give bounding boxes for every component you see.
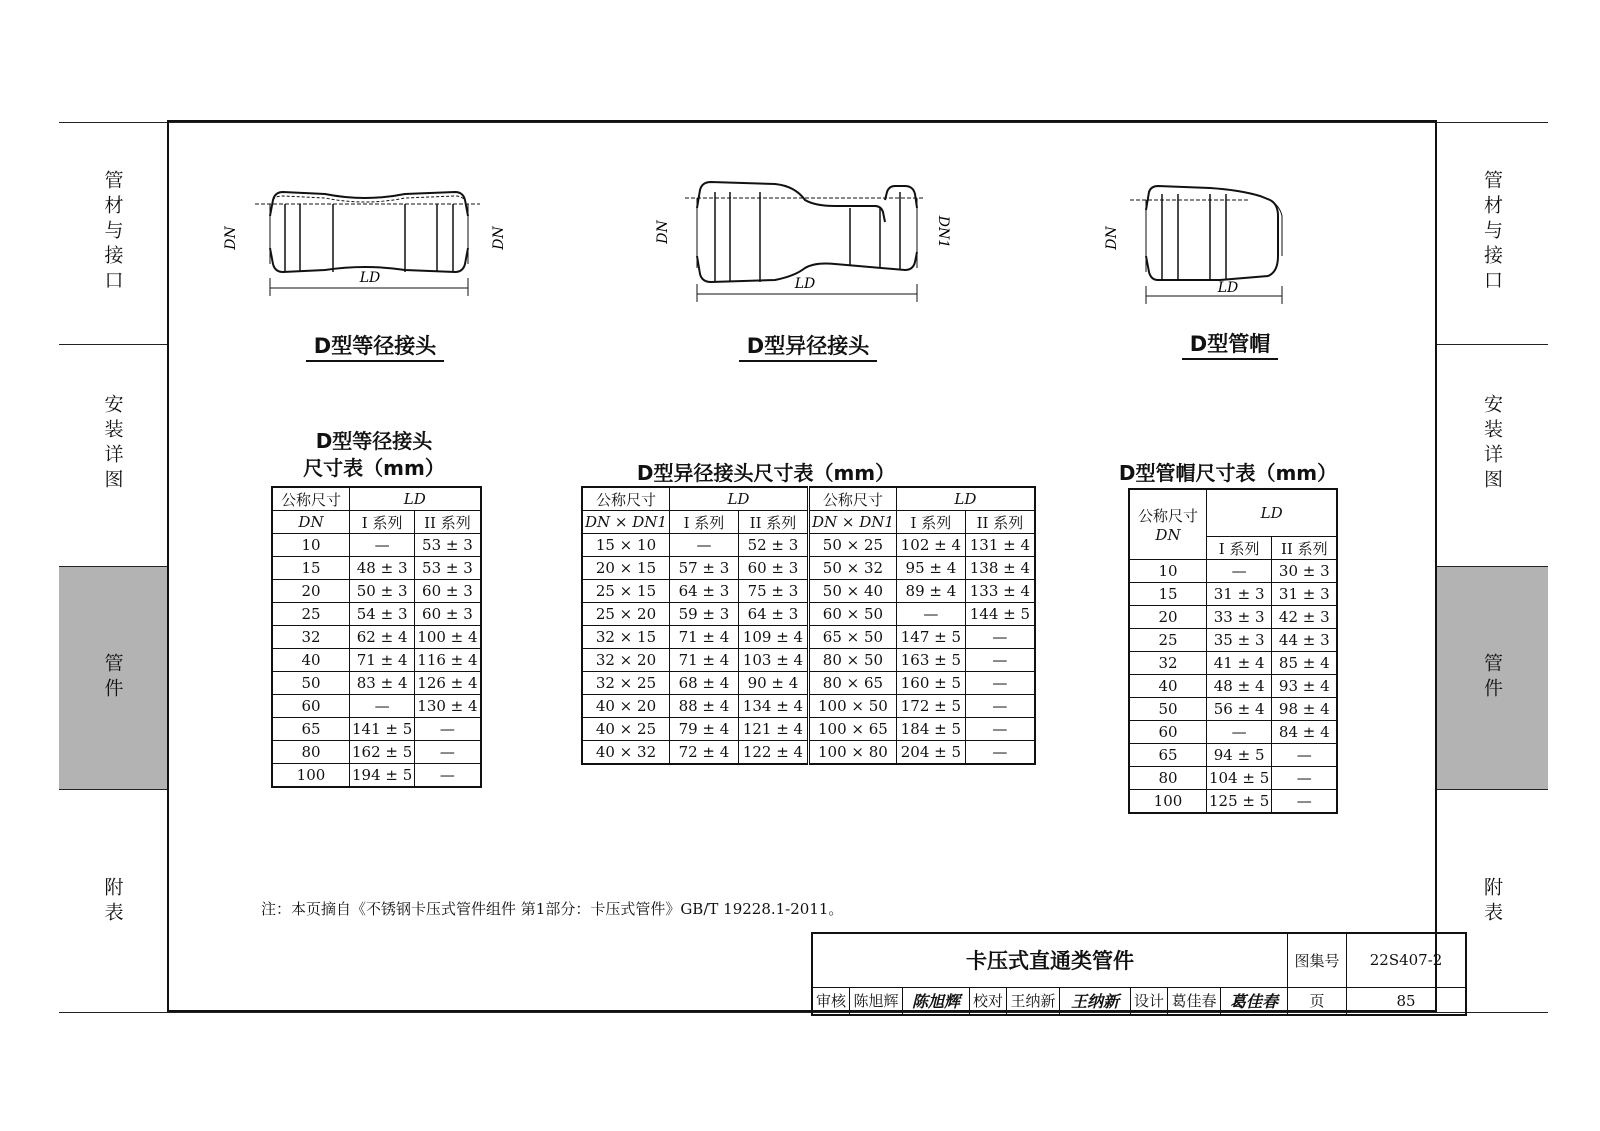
table-cell: 25 × 15	[582, 580, 669, 603]
table-row	[272, 580, 481, 603]
table-cell: 100 × 65	[808, 718, 896, 741]
table-cell: 25 × 20	[582, 603, 669, 626]
hdr-dn-dn1: DN × DN1	[808, 511, 896, 534]
table-row	[582, 672, 1035, 695]
table-cell: 79 ± 4	[669, 718, 738, 741]
table-cell: 40 × 25	[582, 718, 669, 741]
tab-installation-details[interactable]: 安装详图	[101, 394, 124, 494]
table-row	[582, 603, 1035, 626]
hdr-ld: LD	[350, 487, 481, 511]
table-cell: 15 × 10	[582, 534, 669, 557]
hdr-series2: II 系列	[965, 511, 1035, 534]
table-cell: 20	[1129, 606, 1207, 629]
table-cell: 15	[1129, 583, 1207, 606]
table-cell: —	[965, 718, 1035, 741]
table-cell: —	[1207, 560, 1272, 583]
table-row	[272, 695, 481, 718]
table-cell: 100	[272, 764, 350, 788]
table-cell: 60	[272, 695, 350, 718]
table-cell: 40 × 20	[582, 695, 669, 718]
table-cell: 125 ± 5	[1207, 790, 1272, 814]
hdr-ld: LD	[1207, 489, 1338, 537]
table-cell: 35 ± 3	[1207, 629, 1272, 652]
hdr-nominal: 公称尺寸	[272, 487, 350, 511]
table-cell: 64 ± 3	[738, 603, 808, 626]
table-cell: 131 ± 4	[965, 534, 1035, 557]
reducing-coupling-title: D型异径接头	[718, 330, 898, 360]
table-cell: —	[669, 534, 738, 557]
table-row	[1129, 698, 1337, 721]
table-cell: 130 ± 4	[415, 695, 481, 718]
title-block	[811, 932, 1467, 1016]
table-row	[272, 718, 481, 741]
table-cell: 80 × 65	[808, 672, 896, 695]
hdr-dn-dn1: DN × DN1	[582, 511, 669, 534]
table-cell: 80	[272, 741, 350, 764]
table-cell: 64 ± 3	[669, 580, 738, 603]
table-cell: 32 × 15	[582, 626, 669, 649]
reviewer-name: 陈旭辉	[850, 987, 903, 1015]
table-cell: 53 ± 3	[415, 557, 481, 580]
hdr-ld: LD	[669, 487, 808, 511]
table-cell: 147 ± 5	[896, 626, 965, 649]
table-cell: 126 ± 4	[415, 672, 481, 695]
table-cell: 57 ± 3	[669, 557, 738, 580]
tab-fittings[interactable]: 管件	[1437, 567, 1548, 789]
equal-coupling-size-table	[271, 486, 482, 788]
table-cell: 104 ± 5	[1207, 767, 1272, 790]
dn1-label: DN1	[935, 215, 951, 249]
table-cell: 84 ± 4	[1272, 721, 1338, 744]
table-cell: 100 × 80	[808, 741, 896, 765]
table-row	[272, 603, 481, 626]
table-row	[582, 695, 1035, 718]
table-cell: 116 ± 4	[415, 649, 481, 672]
table-cell: 31 ± 3	[1272, 583, 1338, 606]
hdr-nominal: 公称尺寸	[582, 487, 669, 511]
table3-title: D型管帽尺寸表（mm）	[1118, 461, 1338, 485]
table-cell: 71 ± 4	[350, 649, 415, 672]
table-cell: 134 ± 4	[738, 695, 808, 718]
source-note: 注：本页摘自《不锈钢卡压式管件组件 第1部分：卡压式管件》GB/T 19228.1-2011。	[261, 900, 844, 918]
table-row	[272, 764, 481, 788]
table-cell: 133 ± 4	[965, 580, 1035, 603]
table-row	[1129, 790, 1337, 814]
table-cell: 32	[1129, 652, 1207, 675]
table-cell: 25	[272, 603, 350, 626]
table-cell: 102 ± 4	[896, 534, 965, 557]
designer-name: 葛佳春	[1168, 987, 1221, 1015]
table-cell: 83 ± 4	[350, 672, 415, 695]
table-cell: 50	[1129, 698, 1207, 721]
table-row	[272, 649, 481, 672]
dn-label: DN	[1104, 226, 1120, 250]
reducing-coupling-size-table	[581, 486, 1036, 765]
table-cell: —	[1272, 744, 1338, 767]
table-cell: 100 ± 4	[415, 626, 481, 649]
hdr-series1: I 系列	[896, 511, 965, 534]
table-cell: 204 ± 5	[896, 741, 965, 765]
table-cell: 44 ± 3	[1272, 629, 1338, 652]
hdr-dn: DN	[272, 511, 350, 534]
table-row	[582, 741, 1035, 765]
drawing-title: 卡压式直通类管件	[812, 933, 1288, 987]
table-cell: —	[965, 649, 1035, 672]
table-row	[1129, 629, 1337, 652]
table-cell: 32	[272, 626, 350, 649]
hdr-nominal-dn: 公称尺寸 DN	[1129, 489, 1207, 560]
table-cell: —	[415, 718, 481, 741]
table-cell: 122 ± 4	[738, 741, 808, 765]
table-cell: 85 ± 4	[1272, 652, 1338, 675]
table-cell: 10	[272, 534, 350, 557]
dn-label: DN	[223, 226, 239, 250]
table-cell: 65	[1129, 744, 1207, 767]
table-cell: 33 ± 3	[1207, 606, 1272, 629]
table-cell: 62 ± 4	[350, 626, 415, 649]
tab-installation-details[interactable]: 安装详图	[1481, 394, 1503, 494]
page-label: 页	[1288, 987, 1347, 1015]
table-cell: 88 ± 4	[669, 695, 738, 718]
table-cell: 72 ± 4	[669, 741, 738, 765]
table-row	[272, 741, 481, 764]
tab-appendix[interactable]: 附表	[101, 877, 124, 927]
hdr-series1: I 系列	[350, 511, 415, 534]
table-cell: —	[965, 672, 1035, 695]
table-row	[582, 649, 1035, 672]
reviewer-signature: 陈旭辉	[903, 987, 970, 1015]
equal-coupling-drawing	[215, 178, 515, 308]
table-cell: —	[415, 764, 481, 788]
table-cell: —	[965, 626, 1035, 649]
tab-pipes-and-joints[interactable]: 管材与接口	[1481, 169, 1503, 295]
tab-pipes-and-joints[interactable]: 管材与接口	[101, 169, 124, 295]
table-cell: 109 ± 4	[738, 626, 808, 649]
table-cell: 48 ± 4	[1207, 675, 1272, 698]
table-cell: 50 × 32	[808, 557, 896, 580]
cap-drawing	[1100, 176, 1340, 316]
atlas-number: 22S407-2	[1347, 933, 1467, 987]
table-cell: 20	[272, 580, 350, 603]
table-row	[1129, 606, 1337, 629]
table-cell: 80	[1129, 767, 1207, 790]
table-cell: 20 × 15	[582, 557, 669, 580]
table-cell: 160 ± 5	[896, 672, 965, 695]
designer-signature: 葛佳春	[1221, 987, 1288, 1015]
table-cell: 40	[272, 649, 350, 672]
table-cell: 48 ± 3	[350, 557, 415, 580]
table-cell: 65	[272, 718, 350, 741]
table-cell: 30 ± 3	[1272, 560, 1338, 583]
hdr-series1: I 系列	[669, 511, 738, 534]
atlas-label: 图集号	[1288, 933, 1347, 987]
hdr-series2: II 系列	[738, 511, 808, 534]
table-cell: 93 ± 4	[1272, 675, 1338, 698]
table-row	[582, 534, 1035, 557]
table-cell: 90 ± 4	[738, 672, 808, 695]
table-cell: 60 ± 3	[415, 603, 481, 626]
check-label: 校对	[970, 987, 1007, 1015]
table1-title: D型等径接头 尺寸表（mm）	[303, 429, 445, 480]
table-cell: 50 × 25	[808, 534, 896, 557]
table-cell: 59 ± 3	[669, 603, 738, 626]
checker-name: 王纳新	[1007, 987, 1060, 1015]
table-cell: —	[965, 695, 1035, 718]
table-row	[272, 557, 481, 580]
table-cell: 141 ± 5	[350, 718, 415, 741]
equal-coupling-title: D型等径接头	[285, 330, 465, 360]
table-row	[582, 580, 1035, 603]
table-cell: 40	[1129, 675, 1207, 698]
table-cell: 100	[1129, 790, 1207, 814]
table-cell: —	[1207, 721, 1272, 744]
table-cell: —	[965, 741, 1035, 765]
hdr-series2: II 系列	[415, 511, 481, 534]
hdr-ld: LD	[896, 487, 1035, 511]
dn-label: DN	[655, 220, 671, 244]
table-cell: —	[350, 534, 415, 557]
table-cell: 15	[272, 557, 350, 580]
table-cell: 42 ± 3	[1272, 606, 1338, 629]
hdr-nominal: 公称尺寸	[808, 487, 896, 511]
table-row	[1129, 744, 1337, 767]
ld-label: LD	[794, 276, 816, 292]
table-cell: 41 ± 4	[1207, 652, 1272, 675]
table-cell: 50 ± 3	[350, 580, 415, 603]
cap-title: D型管帽	[1160, 328, 1300, 358]
table-cell: 95 ± 4	[896, 557, 965, 580]
ld-label: LD	[1217, 280, 1239, 296]
table-cell: 10	[1129, 560, 1207, 583]
hdr-series2: II 系列	[1272, 537, 1338, 560]
checker-signature: 王纳新	[1060, 987, 1131, 1015]
table-cell: 53 ± 3	[415, 534, 481, 557]
table-cell: 80 × 50	[808, 649, 896, 672]
table-cell: 100 × 50	[808, 695, 896, 718]
table-cell: 194 ± 5	[350, 764, 415, 788]
table-cell: 71 ± 4	[669, 626, 738, 649]
table-cell: 60 × 50	[808, 603, 896, 626]
table-row	[582, 557, 1035, 580]
table-cell: 65 × 50	[808, 626, 896, 649]
table-cell: 50	[272, 672, 350, 695]
table-cell: 172 ± 5	[896, 695, 965, 718]
table-cell: 98 ± 4	[1272, 698, 1338, 721]
table2-title: D型异径接头尺寸表（mm）	[636, 461, 896, 485]
table-cell: 40 × 32	[582, 741, 669, 765]
table-row	[272, 626, 481, 649]
table-row	[1129, 583, 1337, 606]
table-cell: —	[350, 695, 415, 718]
table-cell: 31 ± 3	[1207, 583, 1272, 606]
table-cell: —	[896, 603, 965, 626]
table-row	[1129, 767, 1337, 790]
table-row	[272, 672, 481, 695]
table-cell: 60 ± 3	[738, 557, 808, 580]
table-row	[582, 718, 1035, 741]
table-cell: 32 × 20	[582, 649, 669, 672]
table-cell: 75 ± 3	[738, 580, 808, 603]
right-side-tabs	[1437, 122, 1548, 1012]
table-cell: 56 ± 4	[1207, 698, 1272, 721]
table-cell: 184 ± 5	[896, 718, 965, 741]
table-cell: 162 ± 5	[350, 741, 415, 764]
table-row	[1129, 652, 1337, 675]
design-label: 设计	[1131, 987, 1168, 1015]
table-row	[582, 626, 1035, 649]
hdr-series1: I 系列	[1207, 537, 1272, 560]
table-cell: 32 × 25	[582, 672, 669, 695]
ld-label: LD	[359, 270, 381, 286]
dn-label: DN	[491, 226, 507, 250]
table-cell: —	[1272, 790, 1338, 814]
table-row	[1129, 560, 1337, 583]
table-cell: 54 ± 3	[350, 603, 415, 626]
table-cell: 68 ± 4	[669, 672, 738, 695]
table-cell: —	[415, 741, 481, 764]
page-number: 85	[1347, 987, 1467, 1015]
table-row	[272, 534, 481, 557]
review-label: 审核	[812, 987, 850, 1015]
table-cell: 94 ± 5	[1207, 744, 1272, 767]
table-cell: 144 ± 5	[965, 603, 1035, 626]
cap-size-table	[1128, 488, 1338, 814]
tab-appendix[interactable]: 附表	[1481, 877, 1503, 927]
table-cell: 103 ± 4	[738, 649, 808, 672]
table-row	[1129, 675, 1337, 698]
table-cell: 60	[1129, 721, 1207, 744]
table-cell: 25	[1129, 629, 1207, 652]
tab-fittings[interactable]: 管件	[59, 567, 167, 789]
table-row	[1129, 721, 1337, 744]
table-cell: —	[1272, 767, 1338, 790]
table-cell: 52 ± 3	[738, 534, 808, 557]
table-cell: 89 ± 4	[896, 580, 965, 603]
left-side-tabs	[59, 122, 167, 1012]
table-cell: 163 ± 5	[896, 649, 965, 672]
table-cell: 121 ± 4	[738, 718, 808, 741]
reducing-coupling-drawing	[655, 172, 955, 312]
table-cell: 60 ± 3	[415, 580, 481, 603]
table-cell: 138 ± 4	[965, 557, 1035, 580]
table-cell: 50 × 40	[808, 580, 896, 603]
table-cell: 71 ± 4	[669, 649, 738, 672]
